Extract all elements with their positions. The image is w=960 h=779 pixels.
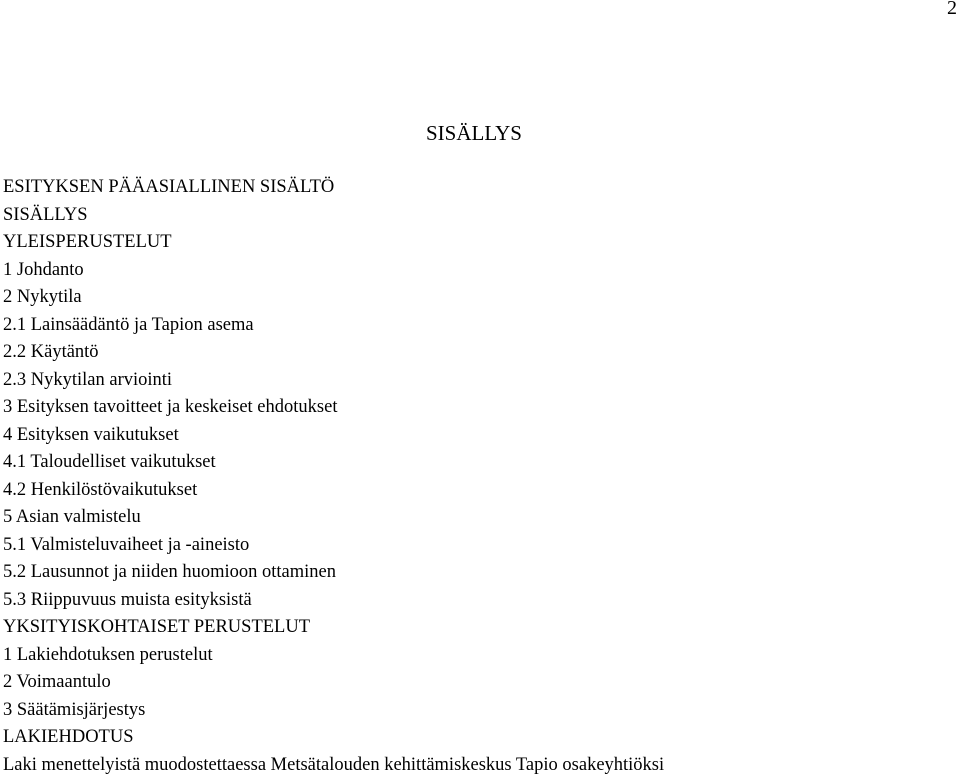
toc-item: 1 Johdanto [3, 257, 664, 285]
page-number: 2 [947, 0, 957, 20]
toc-item: YLEISPERUSTELUT [3, 229, 664, 257]
toc-item: YKSITYISKOHTAISET PERUSTELUT [3, 614, 664, 642]
toc-item: 3 Esityksen tavoitteet ja keskeiset ehdotukset [3, 394, 664, 422]
toc-item: 2.3 Nykytilan arviointi [3, 367, 664, 395]
table-of-contents [3, 174, 664, 779]
toc-item: 5.3 Riippuvuus muista esityksistä [3, 587, 664, 615]
toc-item: 4 Esityksen vaikutukset [3, 422, 664, 450]
toc-item: Laki menettelyistä muodostettaessa Metsätalouden kehittämiskeskus Tapio osakeyhtiöksi [3, 752, 664, 779]
toc-item: 5.2 Lausunnot ja niiden huomioon ottaminen [3, 559, 664, 587]
toc-item: 1 Lakiehdotuksen perustelut [3, 642, 664, 670]
toc-item: ESITYKSEN PÄÄASIALLINEN SISÄLTÖ [3, 174, 664, 202]
toc-item: 2.1 Lainsäädäntö ja Tapion asema [3, 312, 664, 340]
toc-item: 5.1 Valmisteluvaiheet ja -aineisto [3, 532, 664, 560]
toc-item: 4.1 Taloudelliset vaikutukset [3, 449, 664, 477]
toc-item: 3 Säätämisjärjestys [3, 697, 664, 725]
toc-item: 2 Nykytila [3, 284, 664, 312]
toc-item: 2 Voimaantulo [3, 669, 664, 697]
toc-item: 5 Asian valmistelu [3, 504, 664, 532]
toc-item: 4.2 Henkilöstövaikutukset [3, 477, 664, 505]
toc-item: LAKIEHDOTUS [3, 724, 664, 752]
page-title: SISÄLLYS [426, 119, 522, 147]
toc-item: 2.2 Käytäntö [3, 339, 664, 367]
toc-item: SISÄLLYS [3, 202, 664, 230]
